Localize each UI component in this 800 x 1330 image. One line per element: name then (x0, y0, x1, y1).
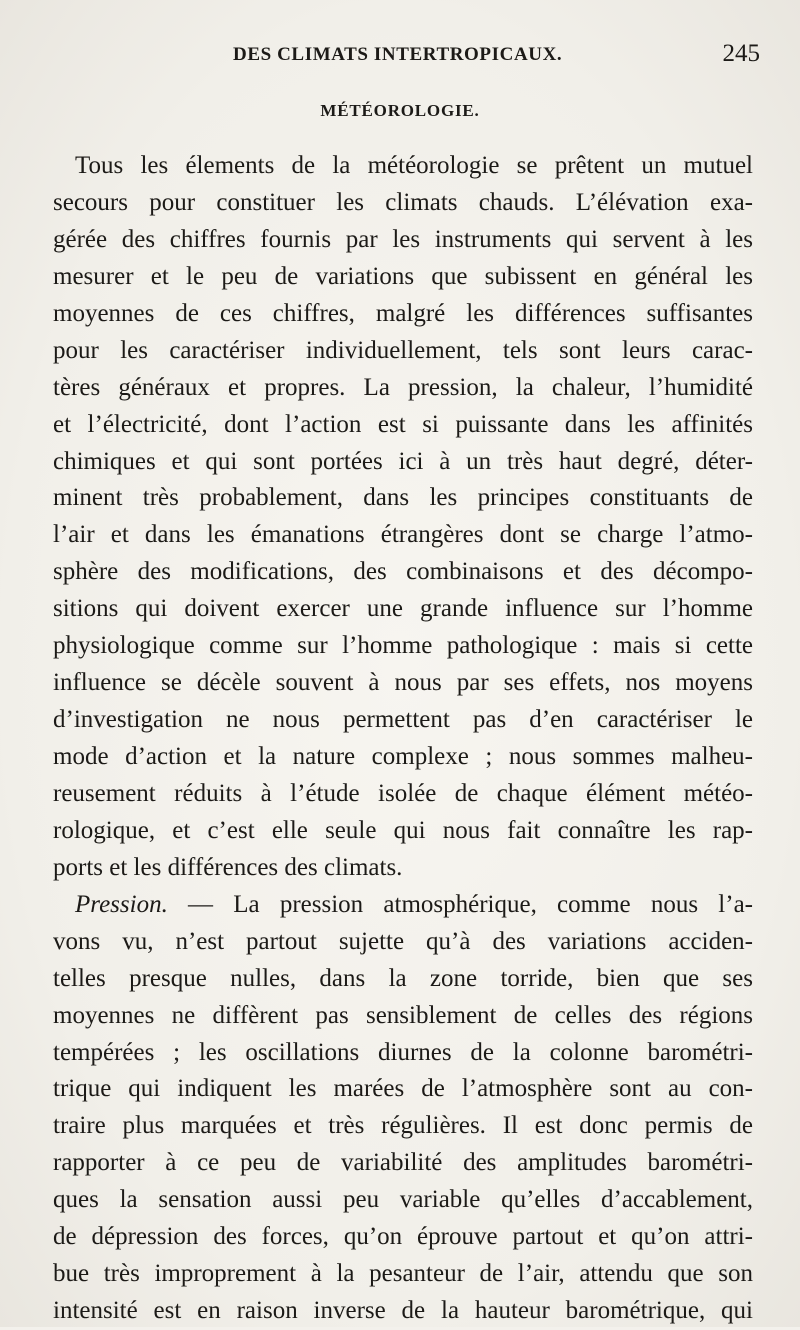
text-line: tères généraux et propres. La pression, la chaleur, l’humidité (53, 373, 753, 401)
text-line: vons vu, n’est partout sujette qu’à des variations acciden- (53, 927, 753, 955)
text-line: mode d’action et la nature complexe ; nous sommes malheu- (53, 743, 753, 770)
text-line: bue très improprement à la pesanteur de l’air, attendu que son (53, 1260, 753, 1288)
text-line: ports et les différences des climats. (53, 853, 403, 881)
text-line: Tous les élements de la météorologie se prêtent un mutuel (75, 152, 753, 179)
paragraph-meteorologie (53, 148, 753, 887)
text-line: trique qui indiquent les marées de l’atmosphère sont au con- (53, 1075, 753, 1103)
text-line: influence se décèle souvent à nous par ses effets, nos moyens (53, 669, 753, 697)
text-line: chimiques et qui sont portées ici à un très haut degré, déter- (53, 447, 753, 475)
text-line-rest: — La pression atmosphérique, comme nous l’a- (167, 890, 753, 918)
text-line: et l’électricité, dont l’action est si puissante dans les affinités (53, 410, 753, 438)
text-line: reusement réduits à l’étude isolée de chaque élément météo- (53, 779, 753, 807)
page-number: 245 (722, 40, 760, 67)
body-text (53, 148, 753, 1330)
running-head-title: DES CLIMATS INTERTROPICAUX. (233, 44, 563, 65)
text-line: telles presque nulles, dans la zone torride, bien que ses (53, 964, 753, 992)
text-line: moyennes de ces chiffres, malgré les différences suffisantes (53, 299, 753, 327)
text-line: rapporter à ce peu de variabilité des amplitudes barométri- (53, 1149, 753, 1177)
text-line: pour les caractériser individuellement, tels sont leurs carac- (53, 336, 753, 364)
text-line: physiologique comme sur l’homme pathologique : mais si cette (53, 632, 753, 660)
text-line: gérée des chiffres fournis par les instruments qui servent à les (53, 225, 753, 253)
text-line: tempérées ; les oscillations diurnes de la colonne barométri- (53, 1038, 753, 1066)
text-line: ques la sensation aussi peu variable qu’elles d’accablement, (53, 1186, 753, 1214)
text-line: rologique, et c’est elle seule qui nous fait connaître les rap- (53, 816, 753, 844)
text-line: minent très probablement, dans les principes constituants de (53, 484, 753, 512)
text-line: mesurer et le peu de variations que subissent en général les (53, 262, 753, 290)
running-head (0, 40, 800, 76)
text-line (53, 887, 753, 924)
section-title: MÉTÉOROLOGIE. (320, 101, 480, 120)
text-line: de dépression des forces, qu’on éprouve partout et qu’on attri- (53, 1223, 753, 1251)
text-line: moyennes ne diffèrent pas sensiblement de celles des régions (53, 1001, 753, 1029)
text-line: traire plus marquées et très régulières. Il est donc permis de (53, 1112, 753, 1140)
paragraph-pression (53, 887, 753, 1330)
text-line: secours pour constituer les climats chauds. L’élévation exa- (53, 188, 753, 216)
paragraph-heading-pression: Pression. (75, 890, 168, 918)
text-line: sphère des modifications, des combinaisons et des décompo- (53, 558, 753, 586)
text-line: intensité est en raison inverse de la hauteur barométrique, qui (53, 1297, 753, 1325)
text-line: sitions qui doivent exercer une grande influence sur l’homme (53, 595, 753, 623)
text-line: d’investigation ne nous permettent pas d’en caractériser le (53, 706, 753, 734)
text-line: l’air et dans les émanations étrangères dont se charge l’atmo- (53, 521, 753, 549)
